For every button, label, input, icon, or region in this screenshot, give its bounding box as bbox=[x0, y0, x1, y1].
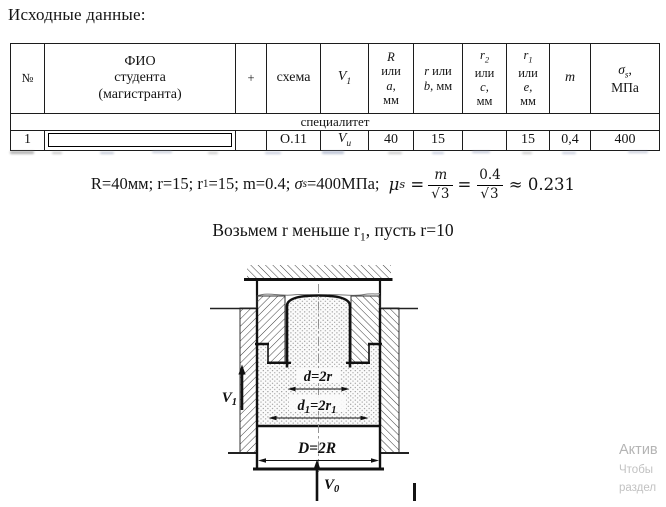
col-header-m: m bbox=[550, 44, 591, 114]
cell-schema: О.11 bbox=[267, 131, 321, 151]
col-header-r: r или b, мм bbox=[414, 44, 463, 114]
section-row bbox=[11, 114, 660, 131]
top-plate-hatch bbox=[247, 265, 391, 279]
cell-fio bbox=[45, 131, 236, 151]
col-header-v1: $V_1$ bbox=[321, 44, 369, 114]
dim-label-d1: $d_1=2r_1$ bbox=[297, 398, 337, 416]
section-label: специалитет bbox=[11, 114, 660, 131]
cell-plus bbox=[236, 131, 267, 151]
watermark-line-1: Актив bbox=[619, 442, 658, 458]
cell-sigma: 400 bbox=[591, 131, 660, 151]
assumption-note: Возьмем r меньше $r_1$, пусть r=10 bbox=[212, 220, 454, 244]
table-header-row bbox=[11, 44, 660, 114]
mu-equation: μ s = $\frac{m}{√3}$ = $\frac{0.4}{√3}$ ≈ 0.231 bbox=[388, 167, 576, 202]
col-header-sigma: $\sigma_s$, МПа bbox=[591, 44, 660, 114]
cell-r1: 15 bbox=[507, 131, 550, 151]
windows-activation-watermark bbox=[619, 443, 658, 495]
col-header-schema: схема bbox=[267, 44, 321, 114]
col-header-r1: $r_1$ или e, мм bbox=[507, 44, 550, 114]
redacted-name-box bbox=[48, 133, 232, 147]
extrusion-scheme-diagram bbox=[200, 255, 430, 505]
table-row bbox=[11, 131, 660, 151]
fraction-m-sqrt3: $\frac{m}{√3}$ bbox=[428, 169, 453, 201]
cell-num: 1 bbox=[11, 131, 45, 151]
v0-label: $V_0$ bbox=[324, 477, 340, 495]
col-header-plus: + bbox=[236, 44, 267, 114]
cell-m: 0,4 bbox=[550, 131, 591, 151]
text-cursor bbox=[413, 483, 416, 501]
v1-label: $V_1$ bbox=[221, 390, 237, 408]
cell-r2 bbox=[463, 131, 507, 151]
col-header-r2: $r_2$ или c, мм bbox=[463, 44, 507, 114]
watermark-line-2: Чтобы bbox=[619, 463, 654, 476]
cell-v1: $V_и$ bbox=[321, 131, 369, 151]
dim-label-D: D=2R bbox=[297, 440, 337, 457]
col-header-R: R или a, мм bbox=[369, 44, 414, 114]
cell-R: 40 bbox=[369, 131, 414, 151]
container-wall-right bbox=[380, 308, 399, 453]
fraction-04-sqrt3: $\frac{0.4}{√3}$ bbox=[479, 167, 501, 202]
col-header-fio: ФИО студента (магистранта) bbox=[45, 44, 236, 114]
cell-r: 15 bbox=[414, 131, 463, 151]
given-data-formula: R=40мм; r=15; r 1 =15; m=0.4; σ s =400МПа; μ s = $\frac{m}{√3}$ = $\frac{0.4}{√3}$ ≈ 0.231 bbox=[90, 167, 576, 202]
watermark-line-3: раздел bbox=[619, 482, 657, 494]
page-title: Исходные данные: bbox=[8, 5, 146, 24]
dim-label-d: d=2r bbox=[303, 369, 333, 385]
source-data-table bbox=[10, 43, 660, 151]
col-header-num: № bbox=[11, 44, 45, 114]
